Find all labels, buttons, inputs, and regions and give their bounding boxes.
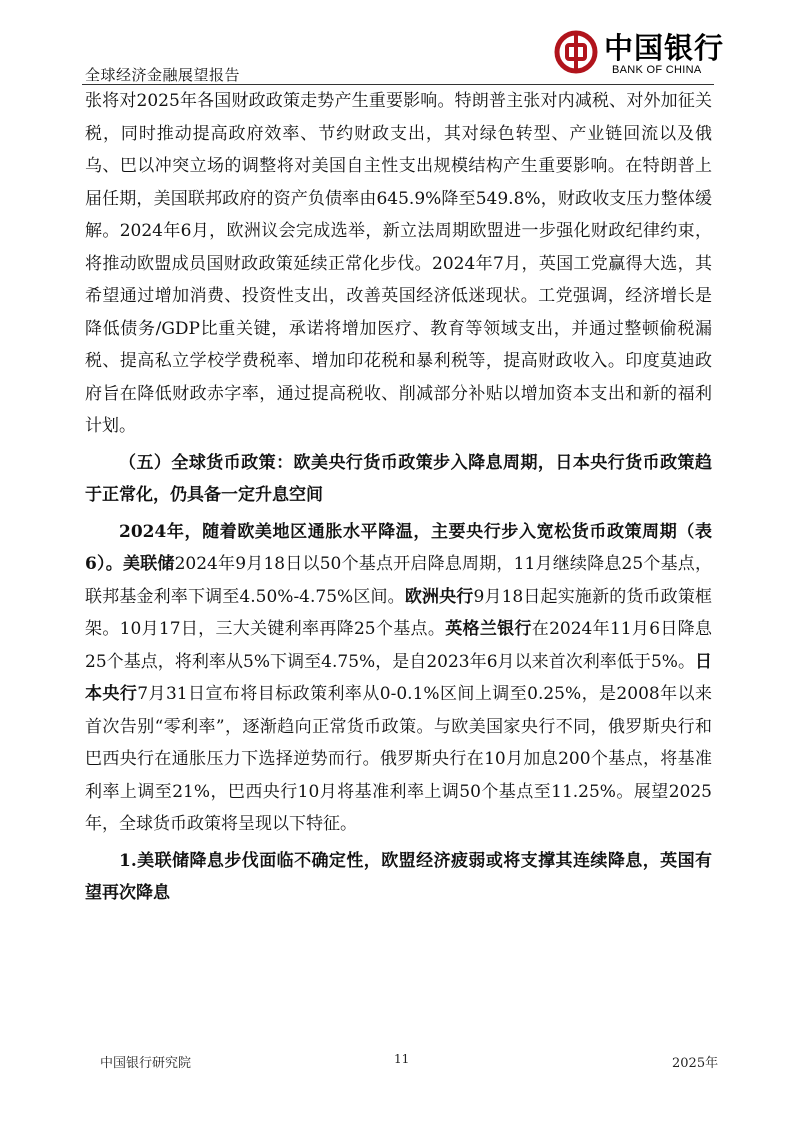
section-heading-monetary-policy: （五）全球货币政策：欧美央行货币政策步入降息周期，日本央行货币政策趋于正常化，仍具备一定升息空间	[85, 452, 712, 505]
ecb-label: 欧洲央行	[404, 586, 474, 607]
paragraph-monetary-policy	[85, 516, 712, 841]
paragraph-lead-sentence: 2024年，随着欧美地区通胀水平降温，主要央行步入宽松货币政策周期（表6）。	[85, 521, 712, 574]
bank-of-china-emblem-icon	[554, 30, 598, 74]
logo-english-text: BANK OF CHINA	[612, 64, 702, 76]
boj-text: 7月31日宣布将目标政策利率从0-0.1%区间上调至0.25%，是2008年以来首次告别“零利率”，逐渐趋向正常货币政策。与欧美国家央行不同，俄罗斯央行和巴西央行在通胀压力下选择逆势而行。俄罗斯央行在10月加息200个基点，将基准利率上调至21%，巴西央行10月将基准利率上调50个基点至11.25%。展望2025年，全球货币政策将呈现以下特征。	[85, 684, 712, 834]
page-content	[85, 85, 712, 910]
boe-label: 英格兰银行	[445, 619, 532, 639]
report-title: 全球经济金融展望报告	[85, 66, 241, 84]
bank-logo	[554, 24, 724, 82]
boj-label: 日本央行	[85, 651, 712, 704]
footer-year: 2025年	[672, 1056, 719, 1071]
fed-text: 2024年9月18日以50个基点开启降息周期，11月继续降息25个基点，联邦基金利率下调至4.50%-4.75%区间。	[85, 554, 712, 607]
logo-chinese-text: 中国银行	[604, 31, 725, 65]
footer-institute: 中国银行研究院	[100, 1056, 192, 1071]
paragraph-fiscal-policy: 张将对2025年各国财政政策走势产生重要影响。特朗普主张对内减税、对外加征关税，同时推动提高政府效率、节约财政支出，其对绿色转型、产业链回流以及俄乌、巴以冲突立场的调整将对美国自主性支出规模结构产生重要影响。在特朗普上届任期，美国联邦政府的资产负债率由645.9%降至549.8%，财政收支压力整体缓解。2024年6月，欧洲议会完成选举，新立法周期欧盟进一步强化财政纪律约束，将推动欧盟成员国财政政策延续正常化步伐。2024年7月，英国工党赢得大选，其希望通过增加消费、投资性支出，改善英国经济低迷现状。工党强调，经济增长是降低债务/GDP比重关键，承诺将增加医疗、教育等领域支出，并通过整顿偷税漏税、提高私立学校学费税率、增加印花税和暴利税等，提高财政收入。印度莫迪政府旨在降低财政赤字率，通过提高税收、削减部分补贴以增加资本支出和新的福利计划。	[85, 91, 712, 436]
footer-page-number: 11	[394, 1052, 410, 1066]
boe-text: 在2024年11月6日降息25个基点，将利率从5%下调至4.75%，是自2023年6月以来首次利率低于5%。	[85, 619, 712, 672]
subsection-heading-1: 1.美联储降息步伐面临不确定性，欧盟经济疲弱或将支撑其连续降息，英国有望再次降息	[85, 850, 712, 903]
ecb-text: 9月18日起实施新的货币政策框架。10月17日，三大关键利率再降25个基点。	[85, 586, 712, 639]
fed-label: 美联储	[122, 554, 175, 574]
